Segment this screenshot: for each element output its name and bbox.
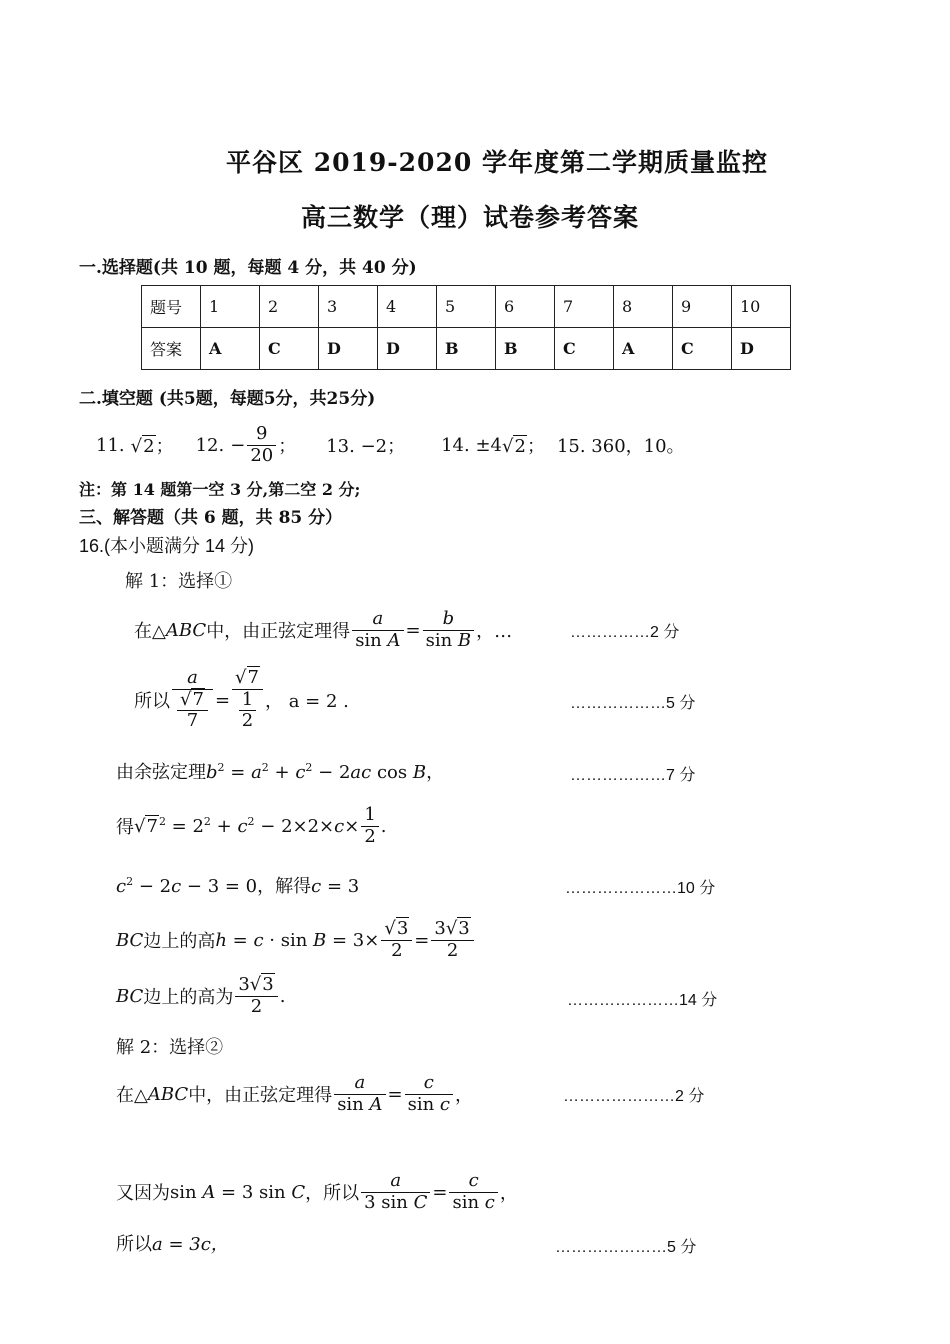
section3-heading: 三、解答题（共 6 题，共 85 分） [79, 508, 343, 528]
score-mark: ………………5 分 [570, 695, 696, 712]
q14-label: 14. ±4 [441, 434, 502, 456]
table-cell: B [496, 328, 555, 370]
solution-line: 在△ ABC 中，由正弦定理得 $\frac{a}{\text{sin A}}$ = $\frac{c}{\text{sin c}}$ ， [116, 1071, 473, 1115]
row-label: 题号 [142, 286, 201, 328]
table-cell: 9 [673, 286, 732, 328]
table-cell: C [673, 328, 732, 370]
table-cell: 10 [732, 286, 791, 328]
solution-line: 所以 $\frac{a}{\frac{√7}{7}}$ = $\frac{√7}{\frac{1}{2}}$ ， a = 2 . [134, 666, 349, 732]
solution-line: 又因为 sin A = 3 sin C ，所以 $\frac{a}{\text{3 sin C}}$ = $\frac{c}{\text{sin c}}$ ， [116, 1169, 518, 1213]
score-mark: …………………2 分 [563, 1088, 705, 1105]
table-cell: C [555, 328, 614, 370]
table-row [142, 328, 791, 370]
page-title: 平谷区 2019-2020 学年度第二学期质量监控 [226, 148, 768, 177]
table-cell: C [260, 328, 319, 370]
solution-line: $c^2 - 2c - 3 = 0$，解得c = 3 [116, 875, 360, 897]
q11-value: 2 [143, 436, 155, 457]
score-mark: …………………14 分 [567, 992, 718, 1009]
table-cell: A [201, 328, 260, 370]
table-cell: B [437, 328, 496, 370]
score-mark: …………………5 分 [555, 1239, 697, 1256]
q12-numerator: 9 [247, 424, 276, 446]
table-cell: D [732, 328, 791, 370]
page-subtitle: 高三数学（理）试卷参考答案 [301, 203, 640, 232]
q11-label: 11. [96, 434, 125, 456]
note: 注：第 14 题第一空 3 分,第二空 2 分; [79, 480, 361, 499]
solution-line: 在△ ABC 中，由正弦定理得 $\frac{a}{\text{sin A}}$ = $\frac{b}{\text{sin B}}$ ，… [134, 607, 513, 651]
answer-table [141, 285, 791, 370]
table-cell: 2 [260, 286, 319, 328]
section1-heading: 一.选择题(共 10 题，每题 4 分，共 40 分) [79, 258, 417, 278]
solution-line: 所以a = 3c， [116, 1234, 229, 1255]
table-cell: D [319, 328, 378, 370]
q14-value: 2 [514, 436, 526, 457]
table-cell: 4 [378, 286, 437, 328]
score-mark: …………………10 分 [565, 880, 716, 897]
solution-line: BC 边上的高为 $\frac{3√3}{2}$ . [116, 973, 286, 1017]
section2-heading: 二.填空题 (共5题，每题5分，共25分) [79, 389, 376, 409]
q12-fraction [247, 424, 276, 466]
fill-in-answers: 11. √2； 12. − $\frac{9}{20}$ ； 13. −2； 14. ±4 √2； 15. 360，10。 [96, 422, 685, 466]
table-cell: A [614, 328, 673, 370]
solution1-title: 解 1：选择① [125, 571, 233, 592]
q15-answer: 15. 360，10。 [556, 436, 685, 457]
table-cell: 6 [496, 286, 555, 328]
table-cell: 3 [319, 286, 378, 328]
table-cell: 8 [614, 286, 673, 328]
solution-line: BC 边上的高 h = c · sin B = 3× $\frac{√3}{2}$ = $\frac{3√3}{2}$ [116, 914, 476, 966]
row-label: 答案 [142, 328, 201, 370]
q12-label: 12. [195, 434, 225, 456]
table-cell: D [378, 328, 437, 370]
table-cell: 1 [201, 286, 260, 328]
score-mark: ……………2 分 [570, 624, 680, 641]
score-mark: ………………7 分 [570, 767, 696, 784]
q13-answer: 13. −2； [326, 436, 406, 457]
table-cell: 7 [555, 286, 614, 328]
table-row [142, 286, 791, 328]
table-cell: 5 [437, 286, 496, 328]
solution-line: 由余弦定理$b^2 = a^2 + c^2 - 2ac$ cos B， [116, 761, 445, 783]
q16-title: 16.(本小题满分 14 分) [79, 536, 255, 556]
q12-denominator: 20 [250, 444, 274, 466]
solution2-title: 解 2：选择② [116, 1037, 224, 1058]
solution-line: 得 $√7^2 = 2^2 + c^2 - 2\times 2\times c\times$ $\frac{1}{2}$ . [116, 803, 387, 847]
